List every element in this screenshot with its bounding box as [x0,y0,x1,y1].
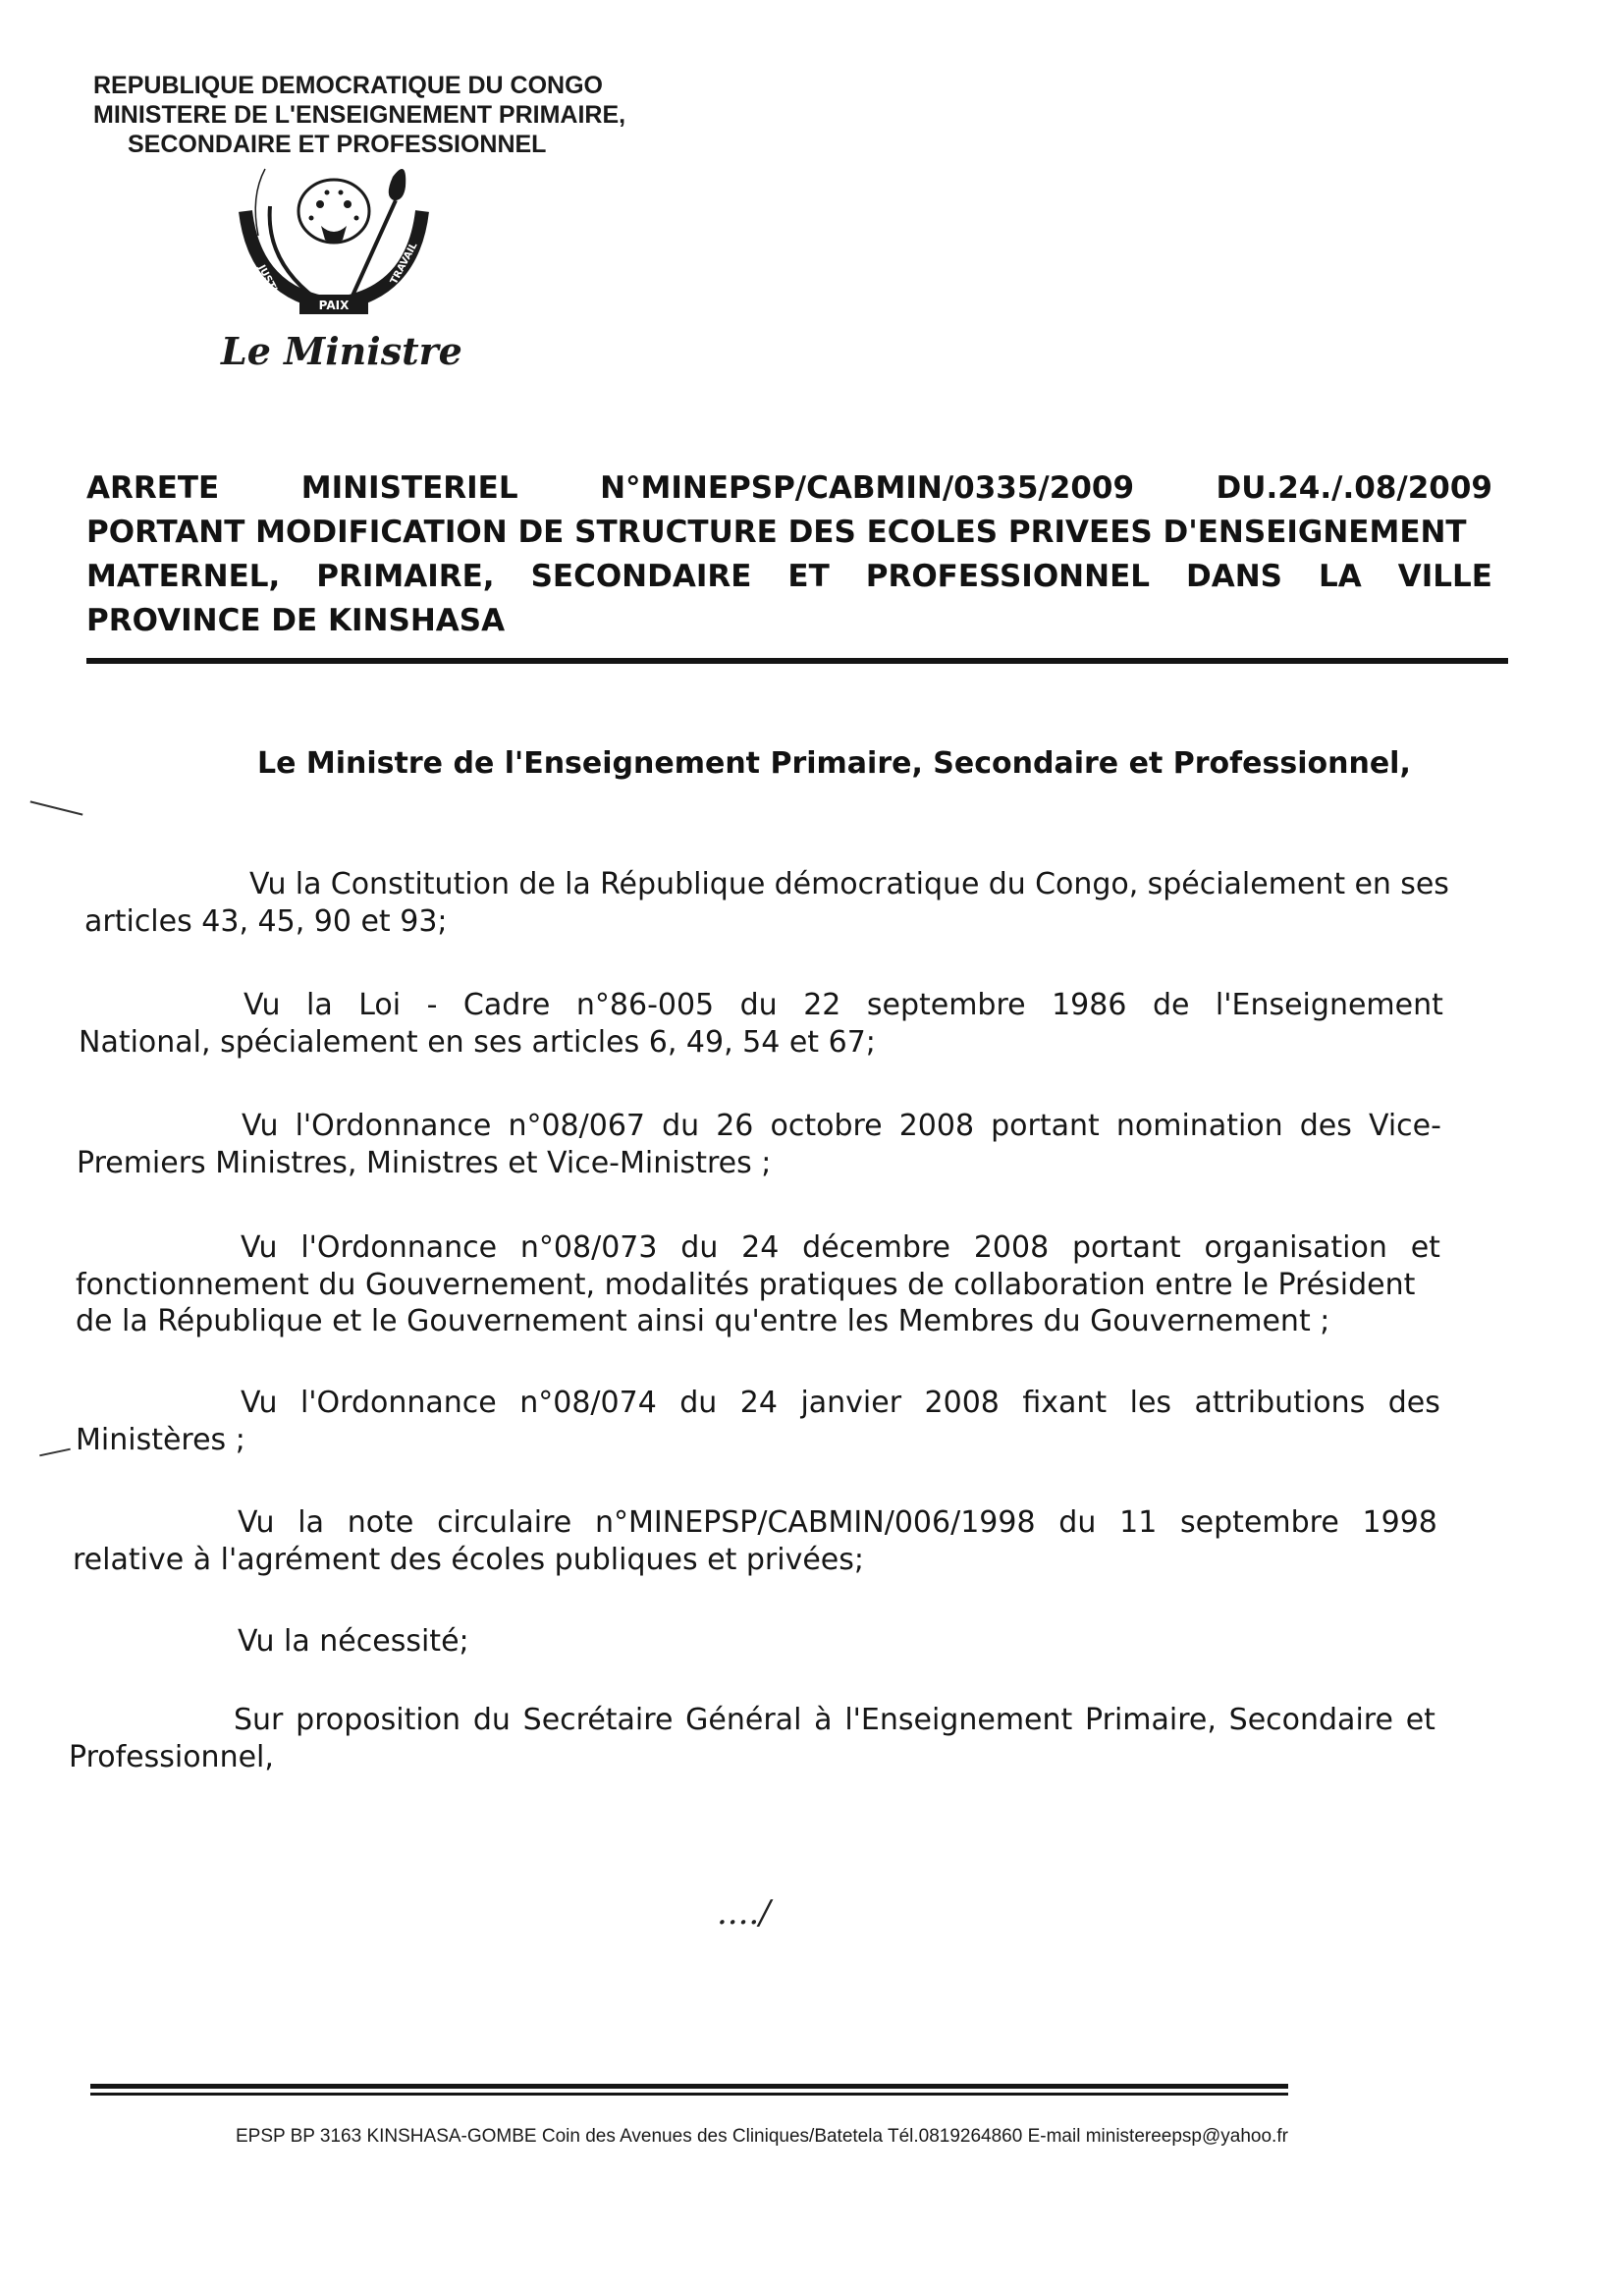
word: Cadre [462,988,551,1022]
word: nomination [1115,1109,1283,1143]
decree-word: SECONDAIRE [530,558,752,594]
header-republic: REPUBLIQUE DEMOCRATIQUE DU CONGO [93,72,603,99]
leopard-emblem-icon [211,157,457,334]
word: démocratique [774,867,980,901]
considerant-necessite: Vu la nécessité; [238,1624,469,1659]
word: septembre [866,988,1026,1022]
svg-text:JUSTICE: JUSTICE [255,263,286,307]
header-ministry: MINISTERE DE L'ENSEIGNEMENT PRIMAIRE, [93,101,626,129]
word: Loi [358,988,402,1022]
signature-title: Le Ministre [221,329,462,373]
word: du [472,1703,511,1737]
word: fixant [1022,1386,1108,1420]
svg-text:TRAVAIL: TRAVAIL [388,241,420,287]
considerant-first-line [73,1504,1437,1542]
coat-of-arms-emblem [211,157,457,334]
footer-divider [90,2093,1288,2096]
word: Congo, [1035,867,1139,901]
decree-number: N°MINEPSP/CABMIN/0335/2009 [600,470,1135,506]
word: Général [685,1703,802,1737]
decree-line-4: PROVINCE DE KINSHASA [86,602,506,638]
word: n°MINEPSP/CABMIN/006/1998 [595,1505,1036,1540]
word: spécialement [1147,867,1346,901]
word: octobre [770,1109,883,1143]
word: 1998 [1362,1505,1437,1540]
decree-word: DANS [1185,558,1282,594]
word: Vice- [1368,1109,1441,1143]
word: 22 [803,988,841,1022]
word: n°08/073 [519,1230,658,1265]
word: portant [991,1109,1100,1143]
word: circulaire [437,1505,572,1540]
word: la [565,867,591,901]
decree-word: PRIMAIRE, [316,558,495,594]
word: du [679,1386,718,1420]
word: 24 [739,1386,778,1420]
word: portant [1072,1230,1181,1265]
decree-word: ARRETE [86,470,220,506]
word: note [347,1505,414,1540]
word: n°08/074 [519,1386,657,1420]
word: Secrétaire [522,1703,674,1737]
word: Vu [244,988,281,1022]
footer-contact: EPSP BP 3163 KINSHASA-GOMBE Coin des Avenues des Cliniques/Batetela Tél.0819264860 E-mail ministereepsp@yahoo.fr [236,2126,1288,2147]
word: Constitution [330,867,511,901]
considerant-first-line [76,1385,1440,1422]
considerant-continuation: articles 43, 45, 90 et 93; [84,903,448,939]
word: ses [1400,867,1449,901]
considerant-constitution [84,866,1449,940]
minister-heading: Le Ministre de l'Enseignement Primaire, Secondaire et Professionnel, [257,746,1411,781]
word: la [305,988,333,1022]
word: des [1387,1386,1440,1420]
word: Primaire, [1085,1703,1217,1737]
word: du [1058,1505,1097,1540]
word: organisation [1204,1230,1387,1265]
word: en [1354,867,1391,901]
considerant-continuation: Ministères ; [76,1422,245,1457]
decree-line-1 [86,466,1492,511]
word: décembre [802,1230,951,1265]
word: - [426,988,438,1022]
word: septembre [1180,1505,1339,1540]
considerant-continuation: National, spécialement en ses articles 6, 49, 54 et 67; [79,1024,876,1060]
word: l'Enseignement [1215,988,1443,1022]
word: 2008 [924,1386,1000,1420]
considerant-proposition [69,1702,1435,1775]
word: la [295,867,322,901]
considerant-continuation: de la République et le Gouvernement ainsi qu'entre les Membres du Gouvernement ; [76,1304,1330,1338]
considerant-ordonnance-074 [76,1385,1440,1458]
decree-word: LA [1318,558,1362,594]
decree-word: VILLE [1397,558,1492,594]
considerant-first-line [77,1108,1441,1145]
considerant-ordonnance-073 [76,1229,1440,1340]
handwritten-initials: ..../ [717,1893,771,1933]
word: 2008 [973,1230,1050,1265]
decree-line-3 [86,555,1492,599]
word: l'Enseignement [844,1703,1073,1737]
word: Vu [238,1505,275,1540]
considerant-loi-cadre [79,987,1443,1061]
word: proposition [296,1703,461,1737]
scan-mark [30,800,83,815]
word: les [1129,1386,1172,1420]
considerant-note-circulaire [73,1504,1437,1578]
svg-text:PAIX: PAIX [318,299,350,312]
decree-word: MINISTERIEL [300,470,518,506]
word: 24 [741,1230,780,1265]
considerant-first-line [84,866,1449,903]
word: 26 [716,1109,754,1143]
considerant-continuation: Professionnel, [69,1739,274,1774]
word: du [988,867,1026,901]
decree-date: DU.24./.08/2009 [1216,470,1492,506]
word: Secondaire [1228,1703,1393,1737]
word: 11 [1119,1505,1158,1540]
considerant-continuation: relative à l'agrément des écoles publiques et privées; [73,1542,865,1577]
considerant-first-line [79,987,1443,1024]
scan-mark [39,1448,71,1457]
considerant-continuation: fonctionnement du Gouvernement, modalités pratiques de collaboration entre le Président [76,1267,1416,1302]
word: à [814,1703,833,1737]
word: l'Ordonnance [299,1386,497,1420]
decree-line-2: PORTANT MODIFICATION DE STRUCTURE DES ECOLES PRIVEES D'ENSEIGNEMENT [86,514,1467,550]
word: janvier [800,1386,902,1420]
footer-divider [90,2084,1288,2089]
word: 1986 [1052,988,1127,1022]
word: de [518,867,556,901]
header-ministry-cont: SECONDAIRE ET PROFESSIONNEL [128,131,547,158]
word: Vu [242,1109,279,1143]
word: Vu [241,1386,278,1420]
considerant-first-line [76,1229,1440,1267]
word: Sur [234,1703,284,1737]
considerant-first-line [69,1702,1435,1739]
word: du [680,1230,719,1265]
word: République [600,867,766,901]
considerant-ordonnance-067 [77,1108,1441,1181]
word: des [1299,1109,1352,1143]
word: de [1152,988,1190,1022]
word: la [298,1505,324,1540]
word: attributions [1194,1386,1366,1420]
decree-title [86,466,1492,643]
word: du [662,1109,700,1143]
word: Vu [249,867,287,901]
considerant-continuation: Premiers Ministres, Ministres et Vice-Ministres ; [77,1145,772,1180]
word: 2008 [898,1109,975,1143]
decree-word: ET [787,558,830,594]
word: l'Ordonnance [300,1230,498,1265]
word: n°08/067 [508,1109,645,1143]
word: l'Ordonnance [295,1109,492,1143]
word: et [1410,1230,1440,1265]
word: et [1405,1703,1435,1737]
decree-word: MATERNEL, [86,558,281,594]
decree-word: PROFESSIONNEL [865,558,1150,594]
word: du [739,988,778,1022]
title-underline-divider [86,658,1508,664]
word: n°86-005 [575,988,715,1022]
word: Vu [241,1230,278,1265]
